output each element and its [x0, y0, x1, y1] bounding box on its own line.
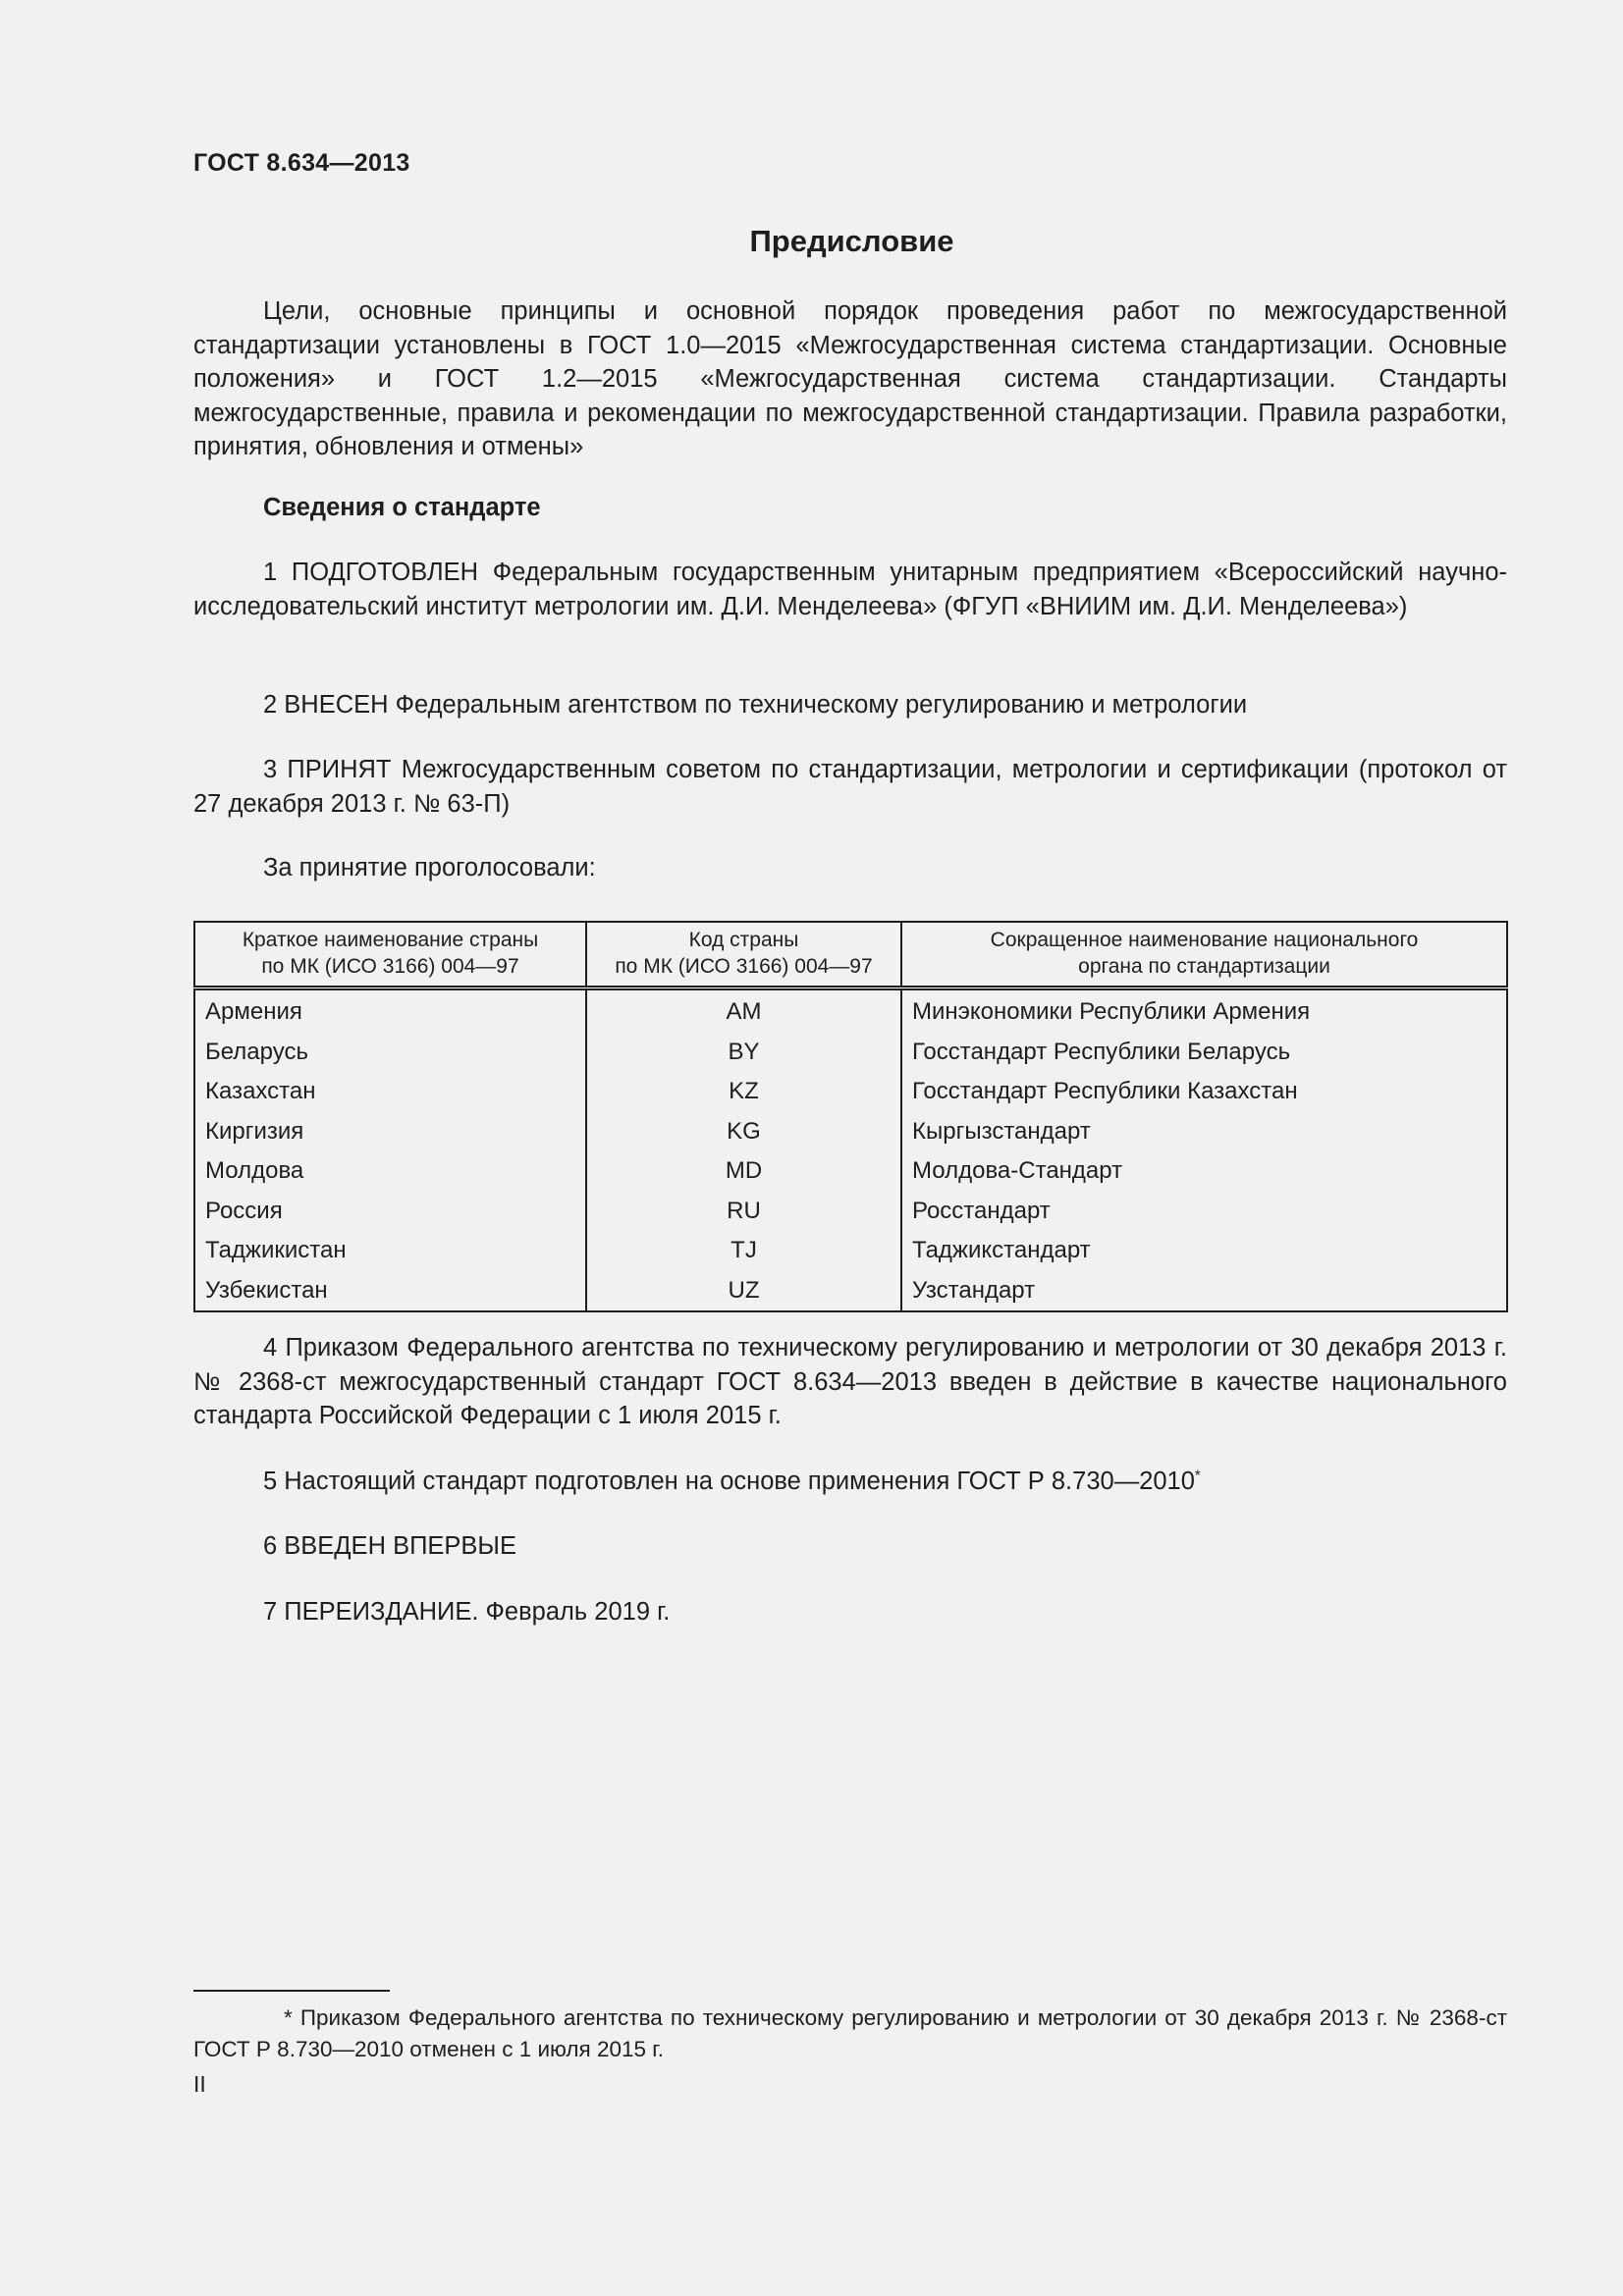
- item-adopted: 3 ПРИНЯТ Межгосударственным советом по стандартизации, метрологии и сертификации (протокол от 27 декабря 2013 г. № 63-П): [193, 756, 1507, 818]
- item-republished: 7 ПЕРЕИЗДАНИЕ. Февраль 2019 г.: [263, 1598, 671, 1626]
- cell-code: BY: [586, 1033, 901, 1073]
- item-based-on-text: 5 Настоящий стандарт подготовлен на основе применения ГОСТ Р 8.730—2010: [263, 1468, 1195, 1495]
- table-row: [194, 1112, 1507, 1152]
- table-row: [194, 1072, 1507, 1112]
- standard-code-header: ГОСТ 8.634—2013: [193, 149, 410, 177]
- header-country: [194, 922, 586, 988]
- cell-country: Армения: [194, 988, 586, 1033]
- cell-code: RU: [586, 1192, 901, 1232]
- cell-body: Кыргызстандарт: [912, 1117, 1091, 1145]
- header-code-line2: по МК (ИСО 3166) 004—97: [615, 955, 873, 978]
- cell-code: TJ: [586, 1231, 901, 1271]
- footnote-marker: *: [1194, 1467, 1201, 1484]
- cell-code: UZ: [586, 1271, 901, 1312]
- footnote-text: * Приказом Федерального агентства по техническому регулированию и метрологии от 30 декабря 2013 г. № 2368-ст ГОСТ Р 8.730—2010 отменен с 1 июля 2015 г.: [193, 2005, 1507, 2061]
- table-row: [194, 988, 1507, 1033]
- cell-country: Таджикистан: [194, 1231, 586, 1271]
- page-title: Предисловие: [749, 224, 954, 258]
- header-code: [586, 922, 901, 988]
- cell-country: Казахстан: [194, 1072, 586, 1112]
- page-number: II: [193, 2071, 206, 2097]
- footnote-divider: [193, 1990, 390, 1992]
- header-country-line1: Краткое наименование страны: [242, 929, 539, 951]
- section-subtitle: Сведения о стандарте: [263, 494, 541, 521]
- cell-body: Таджикстандарт: [912, 1237, 1091, 1264]
- cell-body: Минэкономики Республики Армения: [912, 998, 1311, 1026]
- cell-country: Узбекистан: [194, 1271, 586, 1312]
- table-row: [194, 1192, 1507, 1232]
- item-based-on: [193, 1465, 1507, 1499]
- table-header-row: [194, 922, 1507, 988]
- cell-body: Молдова-Стандарт: [912, 1157, 1123, 1185]
- header-body: [901, 922, 1507, 988]
- vote-caption: За принятие проголосовали:: [263, 854, 596, 881]
- item-enacted: 4 Приказом Федерального агентства по техническому регулированию и метрологии от 30 декабря 2013 г. № 2368-ст межгосударственный стандарт ГОСТ 8.634—2013 введен в действие в качестве национального стандарта Российской Федерации с 1 июля 2015 г.: [193, 1334, 1507, 1429]
- cell-body: Госстандарт Республики Беларусь: [912, 1038, 1291, 1065]
- cell-code: MD: [586, 1151, 901, 1192]
- cell-code: KZ: [586, 1072, 901, 1112]
- cell-country: Беларусь: [194, 1033, 586, 1073]
- table-row: [194, 1151, 1507, 1192]
- cell-code: KG: [586, 1112, 901, 1152]
- cell-code: AM: [586, 988, 901, 1033]
- cell-body: Узстандарт: [912, 1276, 1036, 1304]
- header-body-line1: Сокращенное наименование национального: [990, 929, 1419, 951]
- member-states-table: [193, 921, 1508, 1312]
- item-prepared: 1 ПОДГОТОВЛЕН Федеральным государственным унитарным предприятием «Всероссийский научно-исследовательский институт метрологии им. Д.И. Менделеева» (ФГУП «ВНИИМ им. Д.И. Менделеева»): [193, 559, 1507, 620]
- table-row: [194, 1231, 1507, 1271]
- header-body-line2: органа по стандартизации: [1078, 955, 1330, 978]
- table-row: [194, 1271, 1507, 1312]
- cell-country: Молдова: [194, 1151, 586, 1192]
- cell-body: Госстандарт Республики Казахстан: [912, 1078, 1298, 1105]
- table-row: [194, 1033, 1507, 1073]
- cell-body: Росстандарт: [912, 1197, 1051, 1224]
- item-submitted: 2 ВНЕСЕН Федеральным агентством по техническому регулированию и метрологии: [263, 691, 1248, 719]
- item-first-introduced: 6 ВВЕДЕН ВПЕРВЫЕ: [263, 1532, 517, 1560]
- header-country-line2: по МК (ИСО 3166) 004—97: [261, 955, 519, 978]
- header-code-line1: Код страны: [688, 929, 799, 951]
- cell-country: Россия: [194, 1192, 586, 1232]
- cell-country: Киргизия: [194, 1112, 586, 1152]
- intro-paragraph: Цели, основные принципы и основной порядок проведения работ по межгосударственной стандартизации установлены в ГОСТ 1.0—2015 «Межгосударственная система стандартизации. Основные положения» и ГОСТ 1.2—2015 «Межгосударственная система стандартизации. Стандарты межгосударственные, правила и рекомендации по межгосударственной стандартизации. Правила разработки, принятия, обновления и отмены»: [193, 297, 1507, 460]
